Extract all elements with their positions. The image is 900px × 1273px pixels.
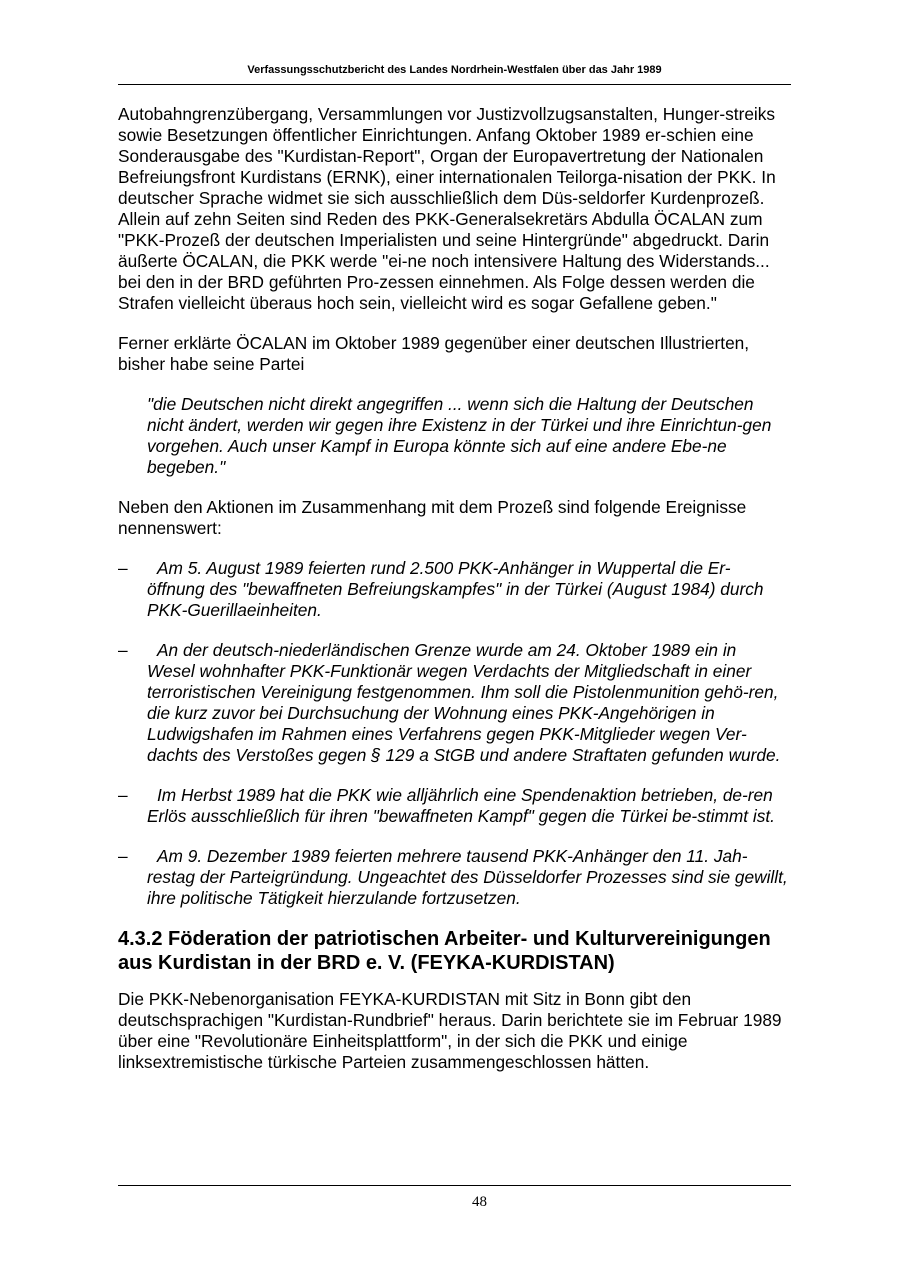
dash-bullet: – bbox=[118, 558, 128, 578]
list-item-text: Am 5. August 1989 feierten rund 2.500 PKK-Anhänger in Wuppertal die Er-öffnung des "bewaffneten Befreiungskampfes" in der Türkei (August 1984) durch PKK-Guerillaeinheiten. bbox=[147, 558, 764, 620]
paragraph: Neben den Aktionen im Zusammenhang mit dem Prozeß sind folgende Ereignisse nennenswert: bbox=[118, 497, 747, 538]
header-rule bbox=[118, 84, 791, 85]
dash-bullet: – bbox=[118, 640, 128, 660]
list-item-text: Am 9. Dezember 1989 feierten mehrere tausend PKK-Anhänger den 11. Jah-restag der Parteigründung. Ungeachtet des Düsseldorfer Prozesses sind sie gewillt, ihre politische Tätigkeit hierzulande fortzusetzen. bbox=[147, 846, 788, 908]
page-body bbox=[118, 104, 788, 1073]
list-item bbox=[118, 785, 788, 827]
dash-bullet: – bbox=[118, 785, 128, 805]
event-list bbox=[118, 558, 788, 909]
list-item bbox=[118, 640, 788, 766]
dash-bullet: – bbox=[118, 846, 128, 866]
page-number: 48 bbox=[472, 1194, 487, 1210]
paragraph: Die PKK-Nebenorganisation FEYKA-KURDISTAN mit Sitz in Bonn gibt den deutschsprachigen "Kurdistan-Rundbrief" heraus. Darin berichtete sie im Februar 1989 über eine "Revolutionäre Einheitsplattform", in der sich die PKK und einige linksextremistische türkische Parteien zusammengeschlossen hätten. bbox=[118, 989, 782, 1072]
running-header: Verfassungsschutzbericht des Landes Nordrhein-Westfalen über das Jahr 1989 bbox=[247, 64, 662, 76]
list-item bbox=[118, 558, 788, 621]
list-item bbox=[118, 846, 788, 909]
footer-rule bbox=[118, 1185, 791, 1186]
paragraph: Ferner erklärte ÖCALAN im Oktober 1989 gegenüber einer deutschen Illustrierten, bisher habe seine Partei bbox=[118, 333, 750, 374]
section-heading: 4.3.2 Föderation der patriotischen Arbeiter- und Kulturvereinigungen aus Kurdistan in der BRD e. V. (FEYKA-KURDISTAN) bbox=[118, 928, 771, 974]
list-item-text: An der deutsch-niederländischen Grenze wurde am 24. Oktober 1989 ein in Wesel wohnhafter PKK-Funktionär wegen Verdachts der Mitgliedschaft in einer terroristischen Vereinigung festgenommen. Ihm soll die Pistolenmunition gehö-ren, die kurz zuvor bei Durchsuchung der Wohnung eines PKK-Angehörigen in Ludwigshafen im Rahmen eines Verfahrens gegen PKK-Mitglieder wegen Ver-dachts des Verstoßes gegen § 129 a StGB und andere Straftaten gefunden wurde. bbox=[147, 640, 781, 765]
list-item-text: Im Herbst 1989 hat die PKK wie alljährlich eine Spendenaktion betrieben, de-ren Erlös ausschließlich für ihren "bewaffneten Kampf" gegen die Türkei be-stimmt ist. bbox=[147, 785, 775, 826]
paragraph: Autobahngrenzübergang, Versammlungen vor Justizvollzugsanstalten, Hunger-streiks sowie Besetzungen öffentlicher Einrichtungen. Anfang Oktober 1989 er-schien eine Sonderausgabe des "Kurdistan-Report", Organ der Europavertretung der Nationalen Befreiungsfront Kurdistans (ERNK), einer internationalen Teilorga-nisation der PKK. In deutscher Sprache widmet sie sich ausschließlich dem Düs-seldorfer Kurdenprozeß. Allein auf zehn Seiten sind Reden des PKK-Generalsekretärs Abdulla ÖCALAN zum "PKK-Prozeß der deutschen Imperialisten und seine Hintergründe" abgedruckt. Darin äußerte ÖCALAN, die PKK werde "ei-ne noch intensivere Haltung des Widerstands... bei den in der BRD geführten Pro-zessen einnehmen. Als Folge dessen werden die Strafen vielleicht überaus hoch sein, vielleicht wird es sogar Gefallene geben." bbox=[118, 104, 776, 313]
block-quote: "die Deutschen nicht direkt angegriffen ... wenn sich die Haltung der Deutschen nicht ändert, werden wir gegen ihre Existenz in der Türkei und ihre Einrichtun-gen vorgehen. Auch unser Kampf in Europa könnte sich auf eine andere Ebe-ne begeben." bbox=[147, 394, 772, 477]
